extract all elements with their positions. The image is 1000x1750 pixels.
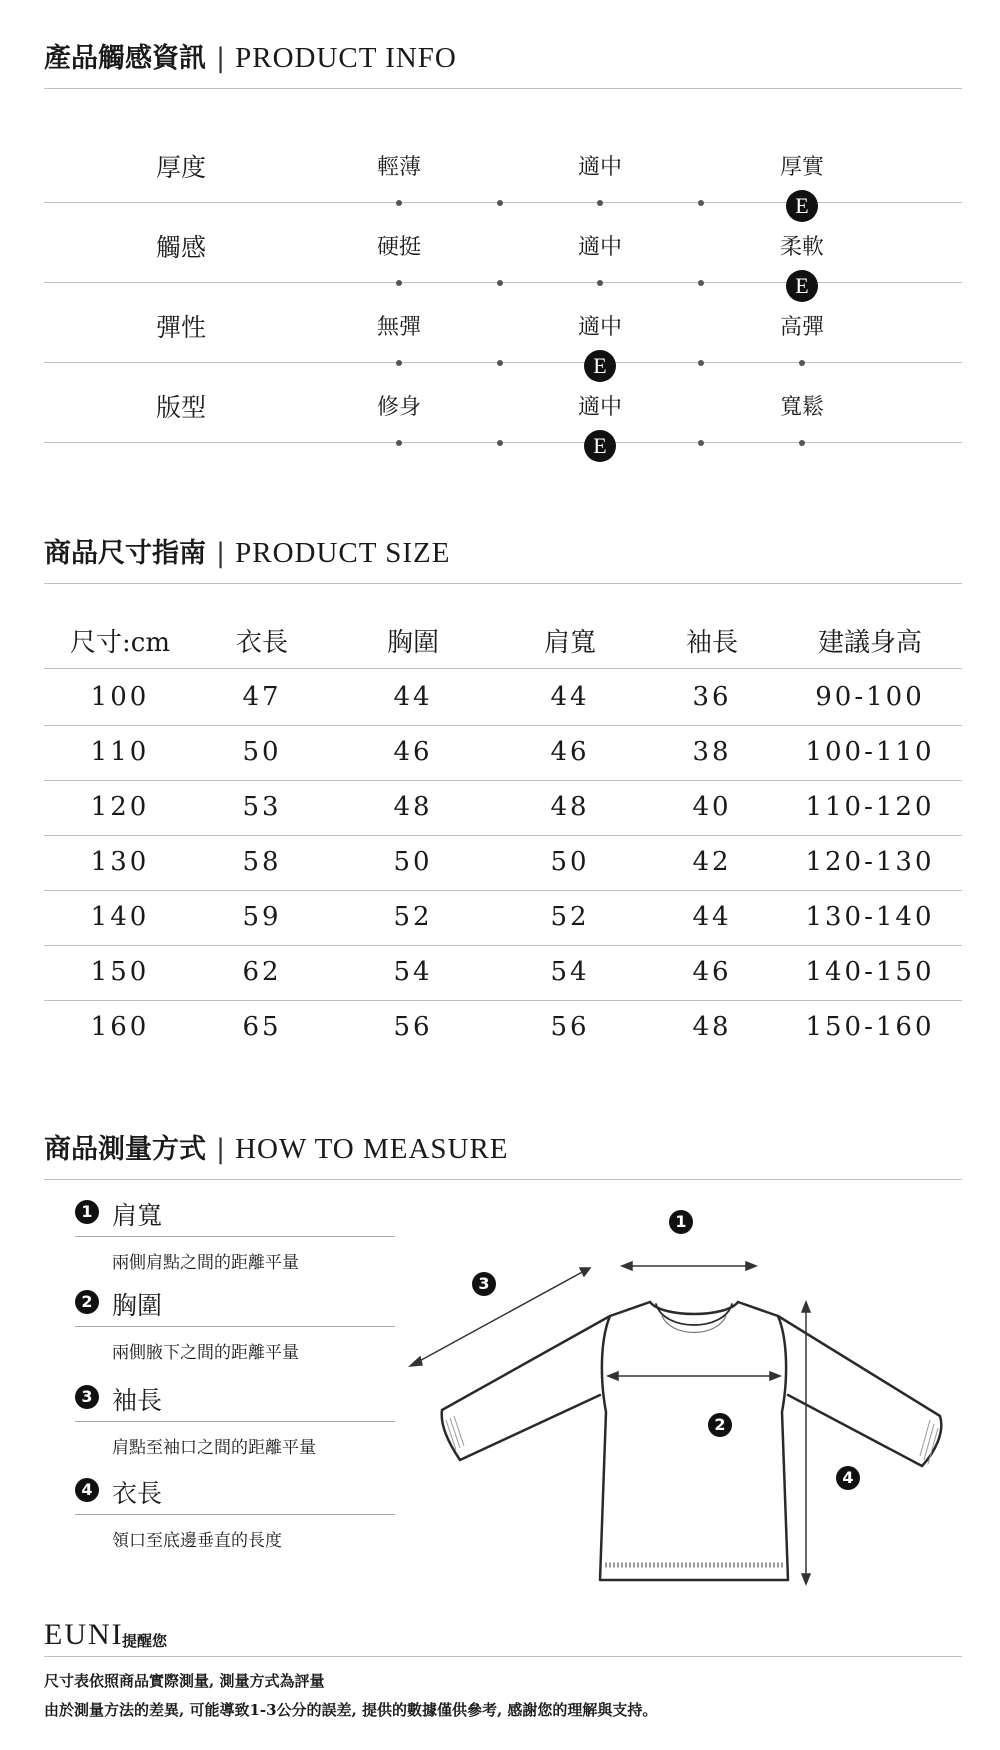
- info-scale-dot: [698, 440, 704, 446]
- size-table-cell: 53: [242, 792, 282, 822]
- info-row-line: [44, 362, 962, 363]
- info-option: 適中: [577, 395, 623, 420]
- info-scale-dot: [799, 360, 805, 366]
- size-table-cell: 46: [393, 737, 433, 767]
- measure-item-description: 兩側肩點之間的距離平量: [112, 1253, 299, 1273]
- size-table-cell: 48: [692, 1012, 732, 1042]
- size-table-cell: 59: [242, 902, 282, 932]
- info-row-label: 彈性: [156, 313, 207, 342]
- diagram-label-3: 3: [472, 1272, 496, 1296]
- section-title-separator: |: [216, 43, 226, 74]
- section-title-separator: |: [216, 538, 226, 569]
- section-title-separator: |: [216, 1134, 226, 1165]
- size-table-cell: 120-130: [805, 847, 935, 877]
- sleeve-arrow: [414, 1270, 586, 1364]
- info-scale-dot: [597, 280, 603, 286]
- size-table-cell: 42: [692, 847, 732, 877]
- info-option: 適中: [577, 235, 623, 260]
- chest-arrow-head-right: [770, 1372, 780, 1380]
- size-table-cell: 52: [550, 902, 590, 932]
- info-option: 寬鬆: [779, 395, 825, 420]
- size-table-row-divider: [44, 780, 962, 781]
- size-table-cell: 47: [242, 682, 282, 712]
- size-table-row-divider: [44, 835, 962, 836]
- section-title-en: PRODUCT SIZE: [235, 537, 451, 569]
- info-option: 適中: [577, 315, 623, 340]
- size-table-cell: 38: [692, 737, 732, 767]
- divider: [44, 1656, 962, 1657]
- info-row-label: 觸感: [156, 233, 207, 262]
- section-title-zh: 產品觸感資訊: [44, 43, 206, 74]
- size-table-cell: 48: [393, 792, 433, 822]
- info-scale-dot: [799, 440, 805, 446]
- size-table-cell: 44: [550, 682, 590, 712]
- section-title-product-info: [44, 36, 457, 75]
- size-table-cell: 120: [90, 792, 150, 822]
- measure-item-number: 1: [75, 1200, 99, 1224]
- section-title-en: HOW TO MEASURE: [235, 1133, 509, 1165]
- size-table-cell: 130: [90, 847, 150, 877]
- size-table-cell: 46: [692, 957, 732, 987]
- info-scale-dot: [698, 200, 704, 206]
- info-option: 硬挺: [376, 235, 422, 260]
- size-table-cell: 44: [393, 682, 433, 712]
- section-title-zh: 商品測量方式: [44, 1134, 206, 1165]
- info-scale-dot: [698, 280, 704, 286]
- info-scale-dot: [396, 280, 402, 286]
- measure-item-number: 4: [75, 1478, 99, 1502]
- measure-item-divider: [75, 1421, 395, 1422]
- chest-arrow-head-left: [608, 1372, 618, 1380]
- brand-logo: EUNI: [44, 1618, 124, 1651]
- note-line-1: 尺寸表依照商品實際測量, 測量方式為評量: [44, 1672, 325, 1690]
- size-table-cell: 100: [90, 682, 150, 712]
- measure-item-divider: [75, 1514, 395, 1515]
- note-line-2: 由於測量方法的差異, 可能導致1-3公分的誤差, 提供的數據僅供參考, 感謝您的理解與支持。: [44, 1701, 658, 1719]
- size-table-cell: 100-110: [805, 737, 935, 767]
- measure-item-title: 袖長: [112, 1386, 163, 1415]
- size-table-cell: 50: [393, 847, 433, 877]
- measure-item-description: 肩點至袖口之間的距離平量: [112, 1438, 316, 1458]
- size-table-cell: 150: [90, 957, 150, 987]
- divider: [44, 583, 962, 584]
- size-table-cell: 46: [550, 737, 590, 767]
- size-table-cell: 40: [692, 792, 732, 822]
- info-selected-marker: E: [786, 190, 818, 222]
- size-table-row-divider: [44, 945, 962, 946]
- size-table-cell: 65: [242, 1012, 282, 1042]
- measure-item-title: 肩寬: [112, 1201, 163, 1230]
- diagram-label-4: 4: [836, 1466, 860, 1490]
- size-table-cell: 90-100: [815, 682, 925, 712]
- size-table-header: 袖長: [685, 628, 739, 658]
- length-arrow-head-top: [802, 1302, 810, 1312]
- info-option: 適中: [577, 155, 623, 180]
- size-table-cell: 62: [242, 957, 282, 987]
- info-option: 高彈: [779, 315, 825, 340]
- info-option: 厚實: [779, 155, 825, 180]
- size-table-header: 尺寸:cm: [70, 628, 170, 658]
- size-table-cell: 50: [242, 737, 282, 767]
- size-table-cell: 110: [90, 737, 150, 767]
- measure-item-number: 2: [75, 1290, 99, 1314]
- size-table-cell: 48: [550, 792, 590, 822]
- size-table-cell: 52: [393, 902, 433, 932]
- measure-item-description: 領口至底邊垂直的長度: [112, 1531, 282, 1551]
- diagram-label-1: 1: [669, 1210, 693, 1234]
- shoulder-arrow-head-right: [746, 1262, 756, 1270]
- info-row-line: [44, 282, 962, 283]
- info-row-label: 厚度: [156, 153, 207, 182]
- info-scale-dot: [497, 200, 503, 206]
- sleeve-arrow-head-end: [580, 1268, 590, 1276]
- info-scale-dot: [597, 200, 603, 206]
- info-option: 修身: [376, 395, 422, 420]
- size-table-cell: 54: [393, 957, 433, 987]
- size-table-row-divider: [44, 1000, 962, 1001]
- info-row-line: [44, 202, 962, 203]
- size-table-cell: 130-140: [805, 902, 935, 932]
- info-scale-dot: [497, 440, 503, 446]
- size-table-cell: 44: [692, 902, 732, 932]
- sleeve-arrow-head-start: [410, 1357, 422, 1366]
- info-row-line: [44, 442, 962, 443]
- size-table-cell: 160: [90, 1012, 150, 1042]
- info-selected-marker: E: [786, 270, 818, 302]
- measure-item-number: 3: [75, 1385, 99, 1409]
- sweater-left-cuff: [446, 1416, 464, 1450]
- measure-item-divider: [75, 1326, 395, 1327]
- size-table-row-divider: [44, 890, 962, 891]
- length-arrow-head-bottom: [802, 1574, 810, 1584]
- info-scale-dot: [497, 280, 503, 286]
- size-table-cell: 110-120: [805, 792, 935, 822]
- size-table-cell: 150-160: [805, 1012, 935, 1042]
- shoulder-arrow-head-left: [622, 1262, 632, 1270]
- divider: [44, 1179, 962, 1180]
- section-title-en: PRODUCT INFO: [235, 42, 457, 74]
- size-table-cell: 50: [550, 847, 590, 877]
- section-title-zh: 商品尺寸指南: [44, 538, 206, 569]
- info-scale-dot: [698, 360, 704, 366]
- size-table-cell: 56: [550, 1012, 590, 1042]
- size-table-row-divider: [44, 668, 962, 669]
- info-row-label: 版型: [156, 393, 207, 422]
- info-option: 無彈: [376, 315, 422, 340]
- size-table-header: 胸圍: [386, 628, 440, 658]
- info-option: 輕薄: [376, 155, 422, 180]
- measure-item-title: 衣長: [112, 1479, 163, 1508]
- info-selected-marker: E: [584, 430, 616, 462]
- sweater-collar-outer: [650, 1302, 738, 1314]
- divider: [44, 88, 962, 89]
- size-table-header: 肩寬: [543, 628, 597, 658]
- sweater-body: [600, 1302, 788, 1580]
- size-table-cell: 140-150: [805, 957, 935, 987]
- brand-subtitle: 提醒您: [122, 1632, 168, 1650]
- sweater-left-sleeve: [442, 1316, 610, 1460]
- diagram-label-2: 2: [708, 1413, 732, 1437]
- section-title-product-size: [44, 531, 450, 570]
- size-table-header: 建議身高: [817, 628, 923, 658]
- sweater-right-sleeve: [778, 1316, 941, 1466]
- measure-item-description: 兩側腋下之間的距離平量: [112, 1343, 299, 1363]
- info-option: 柔軟: [779, 235, 825, 260]
- size-table-cell: 36: [692, 682, 732, 712]
- info-scale-dot: [396, 440, 402, 446]
- info-scale-dot: [396, 200, 402, 206]
- section-title-how-to-measure: [44, 1127, 509, 1166]
- size-table-header: 衣長: [235, 628, 289, 658]
- info-scale-dot: [396, 360, 402, 366]
- size-table-cell: 56: [393, 1012, 433, 1042]
- size-table-cell: 140: [90, 902, 150, 932]
- info-selected-marker: E: [584, 350, 616, 382]
- size-table-cell: 58: [242, 847, 282, 877]
- measure-item-divider: [75, 1236, 395, 1237]
- info-scale-dot: [497, 360, 503, 366]
- measure-item-title: 胸圍: [112, 1291, 163, 1320]
- size-table-row-divider: [44, 725, 962, 726]
- size-table-cell: 54: [550, 957, 590, 987]
